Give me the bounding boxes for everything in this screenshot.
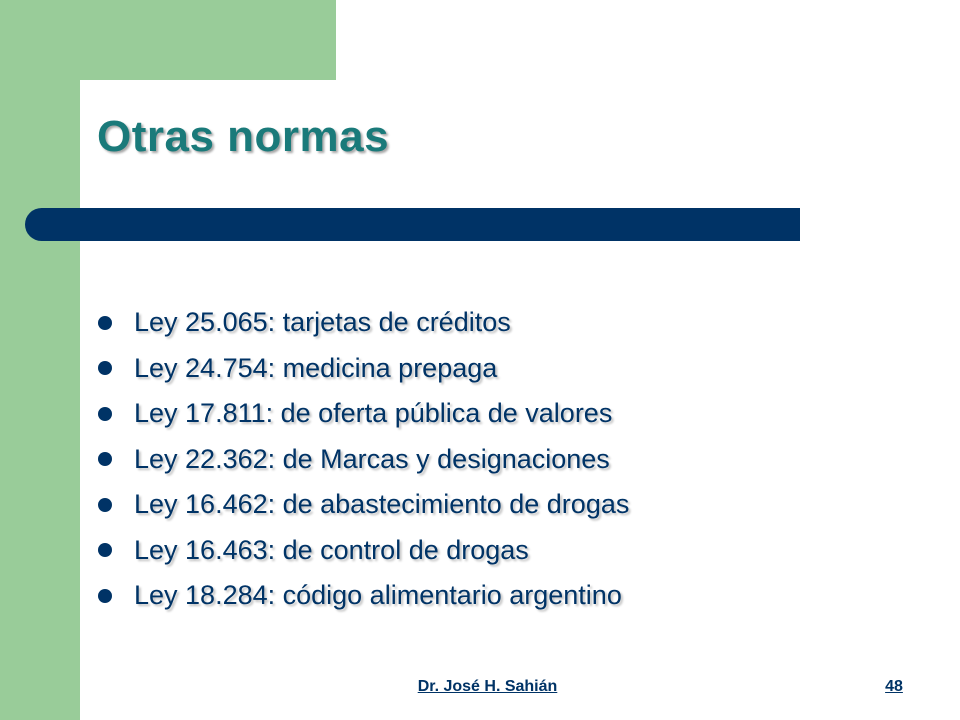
bullet-icon <box>98 407 112 421</box>
list-item <box>98 437 629 483</box>
bullet-icon <box>98 498 112 512</box>
list-item-text: Ley 17.811: de oferta pública de valores <box>134 398 613 429</box>
slide-page-number: 48 <box>885 678 903 695</box>
bullet-icon <box>98 361 112 375</box>
list-item-text: Ley 18.284: código alimentario argentino <box>134 580 622 611</box>
slide-title: Otras normas <box>97 112 390 161</box>
list-item <box>98 300 629 346</box>
frame-left-decoration <box>0 0 80 720</box>
list-item-text: Ley 22.362: de Marcas y designaciones <box>134 443 610 474</box>
bullet-icon <box>98 316 112 330</box>
list-item <box>98 528 629 574</box>
bullet-icon <box>98 543 112 557</box>
list-item <box>98 573 629 619</box>
title-underline-bar <box>25 208 800 241</box>
bullet-icon <box>98 589 112 603</box>
law-list <box>98 300 629 619</box>
bullet-icon <box>98 452 112 466</box>
list-item <box>98 346 629 392</box>
list-item-text: Ley 25.065: tarjetas de créditos <box>134 307 511 338</box>
list-item-text: Ley 16.463: de control de drogas <box>134 534 529 565</box>
list-item-text: Ley 16.462: de abastecimiento de drogas <box>134 489 630 520</box>
footer-author: Dr. José H. Sahián <box>417 678 558 695</box>
list-item-text: Ley 24.754: medicina prepaga <box>134 352 498 383</box>
list-item <box>98 391 629 437</box>
list-item <box>98 482 629 528</box>
